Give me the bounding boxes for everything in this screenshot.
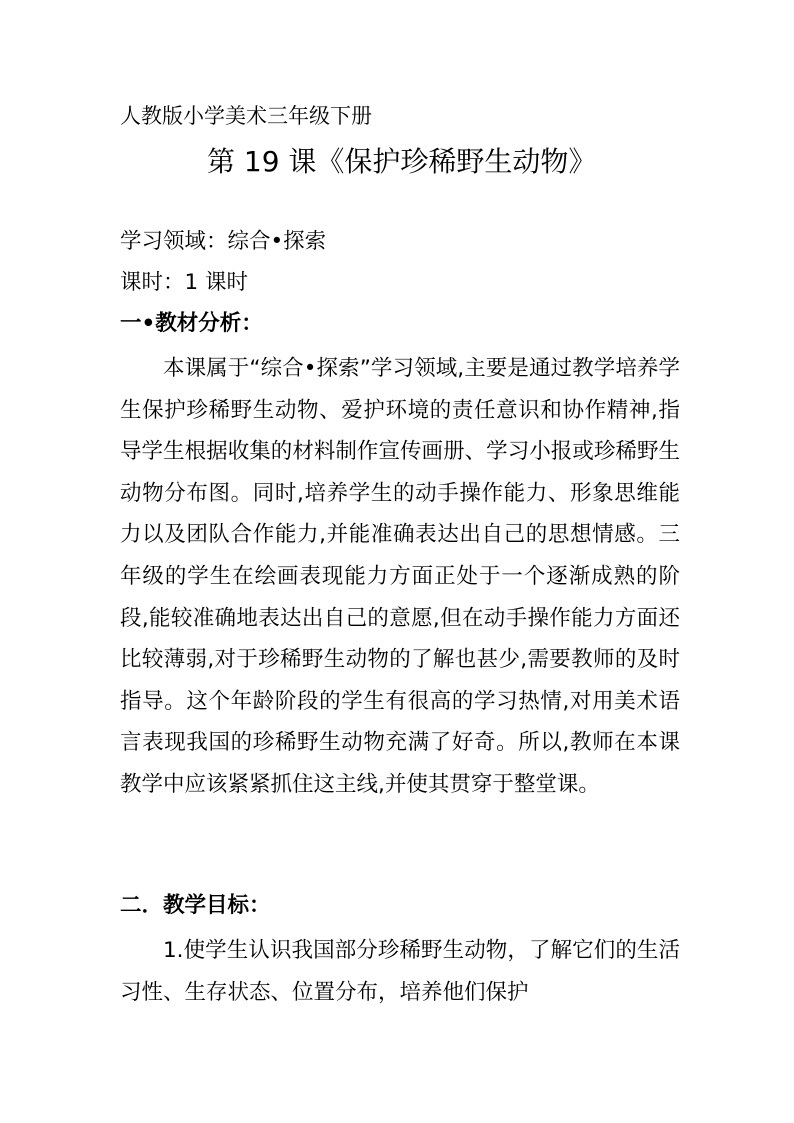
learning-field: 学习领域：综合•探索	[120, 229, 327, 254]
objective-item-1: 1.使学生认识我国部分珍稀野生动物，了解它们的生活习性、生存状态、位置分布，培养他们保护	[120, 938, 680, 1005]
textbook-header: 人教版小学美术三年级下册	[120, 104, 372, 128]
lesson-title: 第 19 课《保护珍稀野生动物》	[207, 145, 597, 178]
section-heading-objectives: 二．教学目标：	[120, 893, 271, 918]
class-hours: 课时：1 课时	[120, 270, 249, 295]
section-heading-analysis: 一•教材分析：	[120, 311, 263, 336]
analysis-paragraph: 本课属于“综合•探索”学习领域,主要是通过教学培养学生保护珍稀野生动物、爱护环境的责任意识和协作精神,指导学生根据收集的材料制作宣传画册、学习小报或珍稀野生动物分布图。同时,培养学生的动手操作能力、形象思维能力以及团队合作能力,并能准确表达出自己的思想情感。三年级的学生在绘画表现能力方面正处于一个逐渐成熟的阶段,能较准确地表达出自己的意愿,但在动手操作能力方面还比较薄弱,对于珍稀野生动物的了解也甚少,需要教师的及时指导。这个年龄阶段的学生有很高的学习热情,对用美术语言表现我国的珍稀野生动物充满了好奇。所以,教师在本课教学中应该紧紧抓住这主线,并使其贯穿于整堂课。	[120, 356, 680, 797]
